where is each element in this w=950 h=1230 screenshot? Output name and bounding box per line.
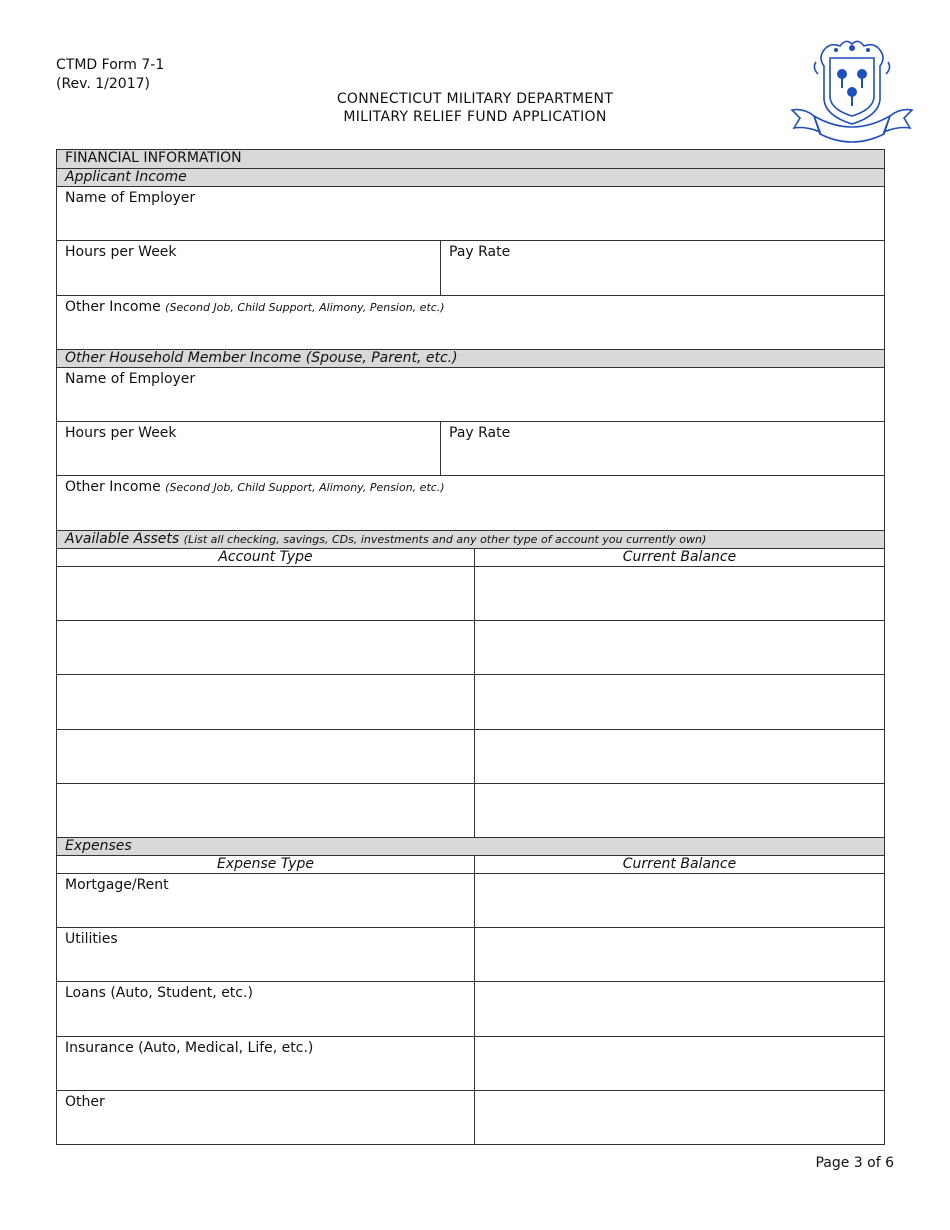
expense-type-loans: Loans (Auto, Student, etc.) [57,982,475,1036]
expense-row-mortgage [57,873,884,927]
assets-column-headers [57,548,884,566]
expense-balance-field[interactable] [475,874,884,927]
household-other-income-note: (Second Job, Child Support, Alimony, Pension, etc.) [165,481,445,494]
section-header [57,150,884,168]
asset-balance-field[interactable] [475,567,884,620]
page-number: Page 3 of 6 [815,1155,894,1171]
household-income-title: Other Household Member Income (Spouse, Parent, etc.) [65,350,458,366]
department-name: CONNECTICUT MILITARY DEPARTMENT [336,91,614,107]
expense-row-other [57,1090,884,1144]
account-type-field[interactable] [57,675,475,729]
expense-row-utilities [57,927,884,981]
expense-type-other: Other [57,1091,475,1144]
applicant-employer-label: Name of Employer [65,190,196,206]
applicant-other-income-field[interactable] [57,295,884,349]
expense-balance-field[interactable] [475,928,884,981]
expense-balance-field[interactable] [475,1037,884,1090]
household-hours-pay-row [57,421,884,475]
household-income-header [57,349,884,367]
applicant-other-income-label: Other Income [65,299,161,315]
household-pay-rate-field[interactable] [441,422,884,475]
account-type-field[interactable] [57,730,475,783]
household-other-income-label: Other Income [65,479,161,495]
section-title: FINANCIAL INFORMATION [65,150,242,166]
applicant-pay-rate-label: Pay Rate [449,244,511,260]
asset-row [57,566,884,620]
expense-type-column-header: Expense Type [57,856,475,873]
household-employer-field[interactable] [57,367,884,421]
asset-balance-column-header: Current Balance [622,549,737,565]
household-hours-field[interactable] [57,422,441,475]
household-hours-label: Hours per Week [65,425,177,441]
applicant-employer-field[interactable] [57,186,884,240]
account-type-field[interactable] [57,567,475,620]
asset-row [57,674,884,729]
account-type-field[interactable] [57,784,475,837]
expense-type-insurance: Insurance (Auto, Medical, Life, etc.) [57,1037,475,1090]
expense-row-insurance [57,1036,884,1090]
expenses-title: Expenses [65,838,132,854]
form-revision: (Rev. 1/2017) [56,76,150,92]
applicant-hours-pay-row [57,240,884,295]
applicant-income-title: Applicant Income [65,169,187,185]
applicant-hours-field[interactable] [57,241,441,295]
assets-note: (List all checking, savings, CDs, investments and any other type of account you currently own) [183,533,707,546]
account-type-column-header: Account Type [57,549,475,566]
assets-header [57,530,884,548]
form-identifier [56,56,164,94]
household-pay-rate-label: Pay Rate [449,425,511,441]
applicant-hours-label: Hours per Week [65,244,177,260]
asset-row [57,620,884,674]
asset-balance-field[interactable] [475,784,884,837]
expense-balance-column-header: Current Balance [622,856,737,872]
financial-information-form [56,149,885,1145]
asset-balance-field[interactable] [475,621,884,674]
asset-balance-field[interactable] [475,730,884,783]
household-other-income-field[interactable] [57,475,884,530]
expenses-column-headers [57,855,884,873]
expense-balance-field[interactable] [475,1091,884,1144]
form-title: MILITARY RELIEF FUND APPLICATION [343,109,607,125]
expense-type-mortgage: Mortgage/Rent [57,874,475,927]
expenses-header [57,837,884,855]
asset-balance-field[interactable] [475,675,884,729]
asset-row [57,783,884,837]
asset-row [57,729,884,783]
assets-title: Available Assets [65,531,180,547]
state-seal-icon [790,38,914,146]
applicant-income-header [57,168,884,186]
applicant-other-income-note: (Second Job, Child Support, Alimony, Pension, etc.) [165,301,445,314]
account-type-field[interactable] [57,621,475,674]
form-number: CTMD Form 7-1 [56,57,165,73]
household-employer-label: Name of Employer [65,371,196,387]
expense-row-loans [57,981,884,1036]
applicant-pay-rate-field[interactable] [441,241,884,295]
expense-type-utilities: Utilities [57,928,475,981]
expense-balance-field[interactable] [475,982,884,1036]
